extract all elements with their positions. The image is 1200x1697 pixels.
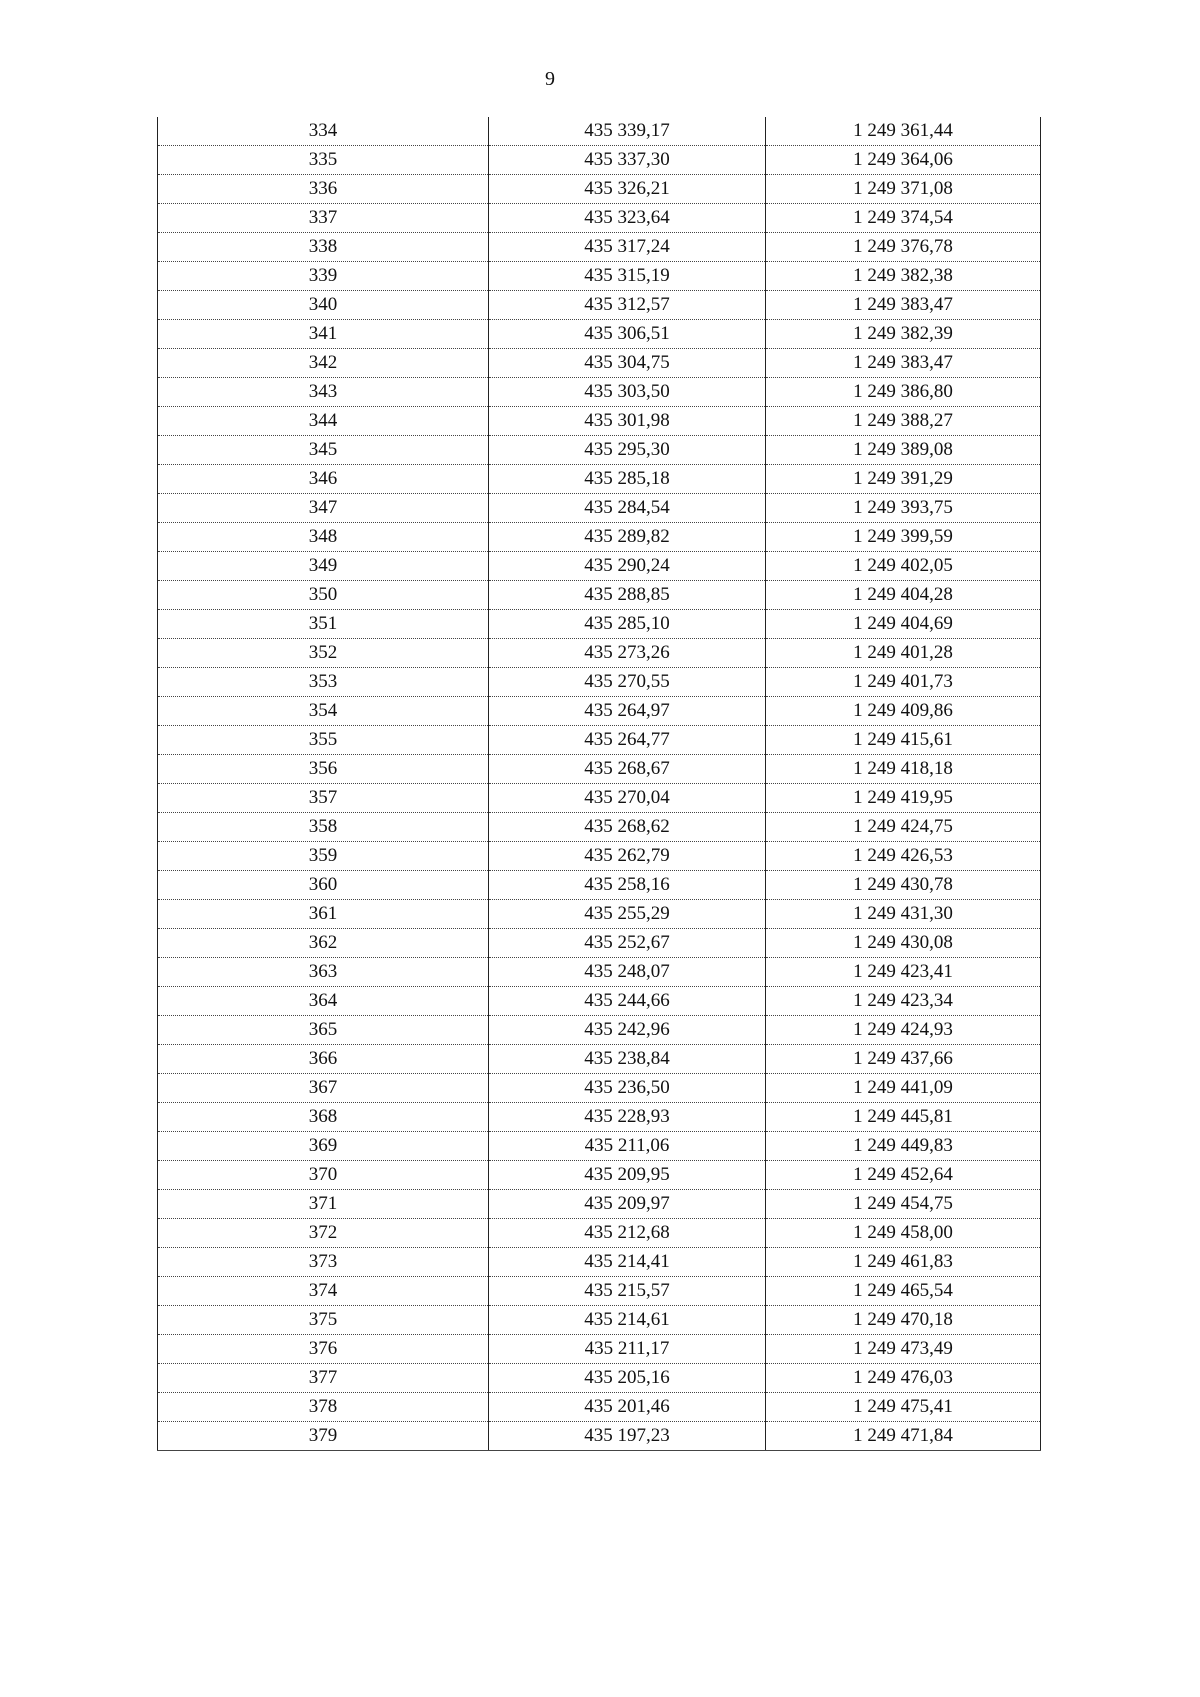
y-coordinate-cell: 1 249 382,39 (766, 320, 1041, 349)
x-coordinate-cell: 435 212,68 (489, 1219, 766, 1248)
table-row (158, 146, 1041, 175)
point-number-cell: 336 (158, 175, 489, 204)
table-row (158, 639, 1041, 668)
y-coordinate-cell: 1 249 461,83 (766, 1248, 1041, 1277)
point-number-cell: 372 (158, 1219, 489, 1248)
point-number-cell: 346 (158, 465, 489, 494)
x-coordinate-cell: 435 262,79 (489, 842, 766, 871)
y-coordinate-cell: 1 249 430,08 (766, 929, 1041, 958)
x-coordinate-cell: 435 255,29 (489, 900, 766, 929)
point-number-cell: 358 (158, 813, 489, 842)
y-coordinate-cell: 1 249 404,28 (766, 581, 1041, 610)
x-coordinate-cell: 435 211,17 (489, 1335, 766, 1364)
y-coordinate-cell: 1 249 418,18 (766, 755, 1041, 784)
y-coordinate-cell: 1 249 437,66 (766, 1045, 1041, 1074)
x-coordinate-cell: 435 244,66 (489, 987, 766, 1016)
point-number-cell: 344 (158, 407, 489, 436)
y-coordinate-cell: 1 249 371,08 (766, 175, 1041, 204)
y-coordinate-cell: 1 249 473,49 (766, 1335, 1041, 1364)
y-coordinate-cell: 1 249 449,83 (766, 1132, 1041, 1161)
table-row (158, 117, 1041, 146)
point-number-cell: 368 (158, 1103, 489, 1132)
table-row (158, 378, 1041, 407)
point-number-cell: 341 (158, 320, 489, 349)
point-number-cell: 354 (158, 697, 489, 726)
x-coordinate-cell: 435 264,97 (489, 697, 766, 726)
table-row (158, 755, 1041, 784)
y-coordinate-cell: 1 249 423,41 (766, 958, 1041, 987)
x-coordinate-cell: 435 228,93 (489, 1103, 766, 1132)
x-coordinate-cell: 435 304,75 (489, 349, 766, 378)
point-number-cell: 373 (158, 1248, 489, 1277)
table-row (158, 813, 1041, 842)
point-number-cell: 339 (158, 262, 489, 291)
point-number-cell: 366 (158, 1045, 489, 1074)
point-number-cell: 378 (158, 1393, 489, 1422)
point-number-cell: 357 (158, 784, 489, 813)
x-coordinate-cell: 435 205,16 (489, 1364, 766, 1393)
table-row (158, 958, 1041, 987)
point-number-cell: 364 (158, 987, 489, 1016)
table-row (158, 1393, 1041, 1422)
x-coordinate-cell: 435 197,23 (489, 1422, 766, 1451)
x-coordinate-cell: 435 306,51 (489, 320, 766, 349)
x-coordinate-cell: 435 238,84 (489, 1045, 766, 1074)
y-coordinate-cell: 1 249 445,81 (766, 1103, 1041, 1132)
y-coordinate-cell: 1 249 430,78 (766, 871, 1041, 900)
table-row (158, 726, 1041, 755)
x-coordinate-cell: 435 326,21 (489, 175, 766, 204)
y-coordinate-cell: 1 249 391,29 (766, 465, 1041, 494)
point-number-cell: 351 (158, 610, 489, 639)
point-number-cell: 376 (158, 1335, 489, 1364)
x-coordinate-cell: 435 248,07 (489, 958, 766, 987)
table-row (158, 320, 1041, 349)
point-number-cell: 367 (158, 1074, 489, 1103)
point-number-cell: 359 (158, 842, 489, 871)
y-coordinate-cell: 1 249 386,80 (766, 378, 1041, 407)
x-coordinate-cell: 435 215,57 (489, 1277, 766, 1306)
y-coordinate-cell: 1 249 364,06 (766, 146, 1041, 175)
y-coordinate-cell: 1 249 393,75 (766, 494, 1041, 523)
point-number-cell: 361 (158, 900, 489, 929)
y-coordinate-cell: 1 249 388,27 (766, 407, 1041, 436)
table-row (158, 465, 1041, 494)
point-number-cell: 377 (158, 1364, 489, 1393)
table-row (158, 262, 1041, 291)
table-row (158, 697, 1041, 726)
y-coordinate-cell: 1 249 376,78 (766, 233, 1041, 262)
table-row (158, 1248, 1041, 1277)
y-coordinate-cell: 1 249 383,47 (766, 291, 1041, 320)
y-coordinate-cell: 1 249 374,54 (766, 204, 1041, 233)
table-row (158, 1364, 1041, 1393)
x-coordinate-cell: 435 284,54 (489, 494, 766, 523)
point-number-cell: 349 (158, 552, 489, 581)
y-coordinate-cell: 1 249 424,93 (766, 1016, 1041, 1045)
y-coordinate-cell: 1 249 401,73 (766, 668, 1041, 697)
table-row (158, 929, 1041, 958)
x-coordinate-cell: 435 242,96 (489, 1016, 766, 1045)
table-row (158, 494, 1041, 523)
point-number-cell: 334 (158, 117, 489, 146)
y-coordinate-cell: 1 249 471,84 (766, 1422, 1041, 1451)
table-row (158, 842, 1041, 871)
y-coordinate-cell: 1 249 458,00 (766, 1219, 1041, 1248)
x-coordinate-cell: 435 236,50 (489, 1074, 766, 1103)
table-row (158, 1103, 1041, 1132)
x-coordinate-cell: 435 301,98 (489, 407, 766, 436)
point-number-cell: 375 (158, 1306, 489, 1335)
point-number-cell: 374 (158, 1277, 489, 1306)
table-row (158, 1335, 1041, 1364)
point-number-cell: 350 (158, 581, 489, 610)
coordinates-table-body (158, 117, 1041, 1451)
y-coordinate-cell: 1 249 424,75 (766, 813, 1041, 842)
table-row (158, 175, 1041, 204)
table-row (158, 871, 1041, 900)
x-coordinate-cell: 435 252,67 (489, 929, 766, 958)
point-number-cell: 363 (158, 958, 489, 987)
y-coordinate-cell: 1 249 401,28 (766, 639, 1041, 668)
y-coordinate-cell: 1 249 454,75 (766, 1190, 1041, 1219)
x-coordinate-cell: 435 317,24 (489, 233, 766, 262)
x-coordinate-cell: 435 270,04 (489, 784, 766, 813)
x-coordinate-cell: 435 289,82 (489, 523, 766, 552)
point-number-cell: 365 (158, 1016, 489, 1045)
x-coordinate-cell: 435 312,57 (489, 291, 766, 320)
point-number-cell: 348 (158, 523, 489, 552)
table-row (158, 552, 1041, 581)
point-number-cell: 342 (158, 349, 489, 378)
point-number-cell: 355 (158, 726, 489, 755)
table-row (158, 1045, 1041, 1074)
table-row (158, 233, 1041, 262)
point-number-cell: 337 (158, 204, 489, 233)
x-coordinate-cell: 435 323,64 (489, 204, 766, 233)
x-coordinate-cell: 435 315,19 (489, 262, 766, 291)
x-coordinate-cell: 435 285,10 (489, 610, 766, 639)
x-coordinate-cell: 435 211,06 (489, 1132, 766, 1161)
table-row (158, 1219, 1041, 1248)
x-coordinate-cell: 435 339,17 (489, 117, 766, 146)
coordinates-table (157, 117, 1041, 1451)
page-number: 9 (545, 68, 555, 90)
x-coordinate-cell: 435 209,97 (489, 1190, 766, 1219)
point-number-cell: 343 (158, 378, 489, 407)
table-row (158, 1422, 1041, 1451)
y-coordinate-cell: 1 249 475,41 (766, 1393, 1041, 1422)
y-coordinate-cell: 1 249 383,47 (766, 349, 1041, 378)
point-number-cell: 369 (158, 1132, 489, 1161)
point-number-cell: 345 (158, 436, 489, 465)
x-coordinate-cell: 435 214,41 (489, 1248, 766, 1277)
y-coordinate-cell: 1 249 389,08 (766, 436, 1041, 465)
point-number-cell: 370 (158, 1161, 489, 1190)
point-number-cell: 347 (158, 494, 489, 523)
point-number-cell: 356 (158, 755, 489, 784)
table-row (158, 1074, 1041, 1103)
table-row (158, 900, 1041, 929)
table-row (158, 1016, 1041, 1045)
x-coordinate-cell: 435 290,24 (489, 552, 766, 581)
y-coordinate-cell: 1 249 404,69 (766, 610, 1041, 639)
y-coordinate-cell: 1 249 402,05 (766, 552, 1041, 581)
table-row (158, 1132, 1041, 1161)
y-coordinate-cell: 1 249 423,34 (766, 987, 1041, 1016)
x-coordinate-cell: 435 209,95 (489, 1161, 766, 1190)
y-coordinate-cell: 1 249 441,09 (766, 1074, 1041, 1103)
table-row (158, 668, 1041, 697)
table-row (158, 291, 1041, 320)
y-coordinate-cell: 1 249 361,44 (766, 117, 1041, 146)
x-coordinate-cell: 435 285,18 (489, 465, 766, 494)
point-number-cell: 360 (158, 871, 489, 900)
y-coordinate-cell: 1 249 431,30 (766, 900, 1041, 929)
x-coordinate-cell: 435 214,61 (489, 1306, 766, 1335)
table-row (158, 349, 1041, 378)
x-coordinate-cell: 435 337,30 (489, 146, 766, 175)
x-coordinate-cell: 435 201,46 (489, 1393, 766, 1422)
point-number-cell: 353 (158, 668, 489, 697)
table-row (158, 523, 1041, 552)
y-coordinate-cell: 1 249 426,53 (766, 842, 1041, 871)
y-coordinate-cell: 1 249 409,86 (766, 697, 1041, 726)
x-coordinate-cell: 435 264,77 (489, 726, 766, 755)
point-number-cell: 338 (158, 233, 489, 262)
point-number-cell: 371 (158, 1190, 489, 1219)
point-number-cell: 352 (158, 639, 489, 668)
point-number-cell: 362 (158, 929, 489, 958)
table-row (158, 987, 1041, 1016)
table-row (158, 784, 1041, 813)
y-coordinate-cell: 1 249 476,03 (766, 1364, 1041, 1393)
table-row (158, 1161, 1041, 1190)
x-coordinate-cell: 435 268,67 (489, 755, 766, 784)
point-number-cell: 335 (158, 146, 489, 175)
x-coordinate-cell: 435 295,30 (489, 436, 766, 465)
x-coordinate-cell: 435 258,16 (489, 871, 766, 900)
x-coordinate-cell: 435 273,26 (489, 639, 766, 668)
table-row (158, 581, 1041, 610)
x-coordinate-cell: 435 270,55 (489, 668, 766, 697)
table-row (158, 1190, 1041, 1219)
y-coordinate-cell: 1 249 470,18 (766, 1306, 1041, 1335)
table-row (158, 1277, 1041, 1306)
y-coordinate-cell: 1 249 399,59 (766, 523, 1041, 552)
table-row (158, 204, 1041, 233)
table-row (158, 436, 1041, 465)
table-row (158, 1306, 1041, 1335)
y-coordinate-cell: 1 249 419,95 (766, 784, 1041, 813)
table-row (158, 610, 1041, 639)
y-coordinate-cell: 1 249 382,38 (766, 262, 1041, 291)
point-number-cell: 379 (158, 1422, 489, 1451)
table-row (158, 407, 1041, 436)
x-coordinate-cell: 435 268,62 (489, 813, 766, 842)
y-coordinate-cell: 1 249 415,61 (766, 726, 1041, 755)
point-number-cell: 340 (158, 291, 489, 320)
y-coordinate-cell: 1 249 452,64 (766, 1161, 1041, 1190)
x-coordinate-cell: 435 303,50 (489, 378, 766, 407)
y-coordinate-cell: 1 249 465,54 (766, 1277, 1041, 1306)
x-coordinate-cell: 435 288,85 (489, 581, 766, 610)
